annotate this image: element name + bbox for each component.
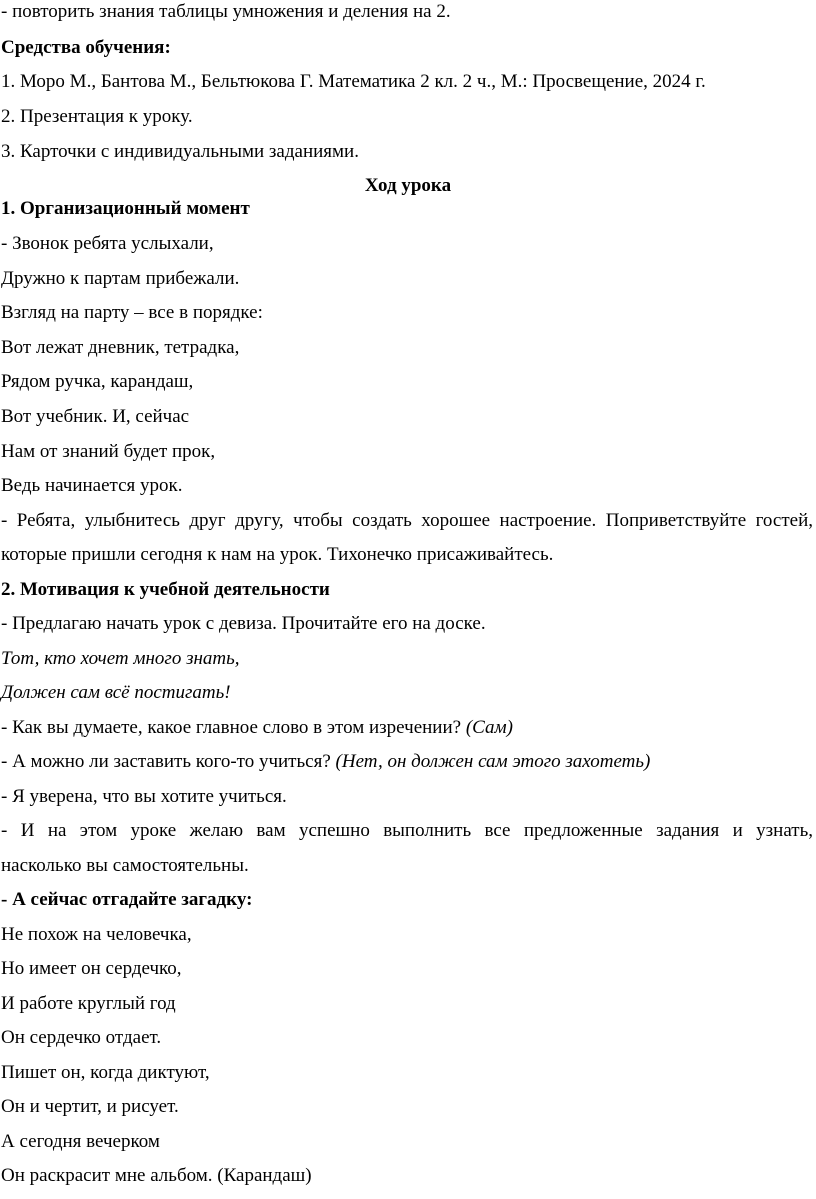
paragraph-line: насколько вы самостоятельны. xyxy=(1,855,249,876)
lesson-plan-title: Ход урока xyxy=(364,175,452,196)
poem-line: Нам от знаний будет прок, xyxy=(1,441,216,462)
motto-line: Должен сам всё постигать! xyxy=(1,682,231,703)
riddle-line: Но имеет он сердечко, xyxy=(1,958,182,979)
riddle-line: Он сердечко отдает. xyxy=(1,1027,162,1048)
dialog-question: - А можно ли заставить кого-то учиться? xyxy=(1,751,336,772)
poem-line: Вот лежат дневник, тетрадка, xyxy=(1,337,240,358)
section-heading-motivation: 2. Мотивация к учебной деятельности xyxy=(1,579,330,600)
riddle-line: Не похож на человечка, xyxy=(1,924,192,945)
goal-line: - повторить знания таблицы умножения и деления на 2. xyxy=(1,1,451,22)
riddle-line: А сегодня вечерком xyxy=(1,1131,160,1152)
poem-line: Ведь начинается урок. xyxy=(1,475,183,496)
poem-line: Рядом ручка, карандаш, xyxy=(1,371,194,392)
materials-item-1: 1. Моро М., Бантова М., Бельтюкова Г. Математика 2 кл. 2 ч., М.: Просвещение, 2024 г. xyxy=(1,71,706,92)
motto-line: Тот, кто хочет много знать, xyxy=(1,648,240,669)
riddle-line: И работе круглый год xyxy=(1,993,176,1014)
riddle-line: Он раскрасит мне альбом. (Карандаш) xyxy=(1,1165,312,1186)
riddle-heading: - А сейчас отгадайте загадку: xyxy=(1,889,253,910)
paragraph-line: - Ребята, улыбнитесь друг другу, чтобы создать хорошее настроение. Поприветствуйте гостей, xyxy=(1,510,813,531)
dialog-line xyxy=(1,751,650,773)
materials-item-3: 3. Карточки с индивидуальными заданиями. xyxy=(1,141,359,162)
poem-line: - Звонок ребята услыхали, xyxy=(1,233,214,254)
poem-line: Взгляд на парту – все в порядке: xyxy=(1,302,263,323)
dialog-answer: (Сам) xyxy=(465,717,513,738)
poem-line: Дружно к партам прибежали. xyxy=(1,268,240,289)
poem-line: Вот учебник. И, сейчас xyxy=(1,406,190,427)
materials-item-2: 2. Презентация к уроку. xyxy=(1,106,193,127)
dialog-line xyxy=(1,717,513,739)
riddle-line: Он и чертит, и рисует. xyxy=(1,1096,179,1117)
dialog-line: - Я уверена, что вы хотите учиться. xyxy=(1,786,287,807)
dialog-answer: (Нет, он должен сам этого захотеть) xyxy=(335,751,651,772)
paragraph-line: - Предлагаю начать урок с девиза. Прочитайте его на доске. xyxy=(1,613,486,634)
paragraph-line: которые пришли сегодня к нам на урок. Тихонечко присаживайтесь. xyxy=(1,544,554,565)
section-heading-materials: Средства обучения: xyxy=(1,37,171,58)
paragraph-line: - И на этом уроке желаю вам успешно выполнить все предложенные задания и узнать, xyxy=(1,820,813,841)
section-heading-organizational: 1. Организационный момент xyxy=(1,198,250,219)
riddle-line: Пишет он, когда диктуют, xyxy=(1,1062,210,1083)
dialog-question: - Как вы думаете, какое главное слово в этом изречении? xyxy=(1,717,466,738)
